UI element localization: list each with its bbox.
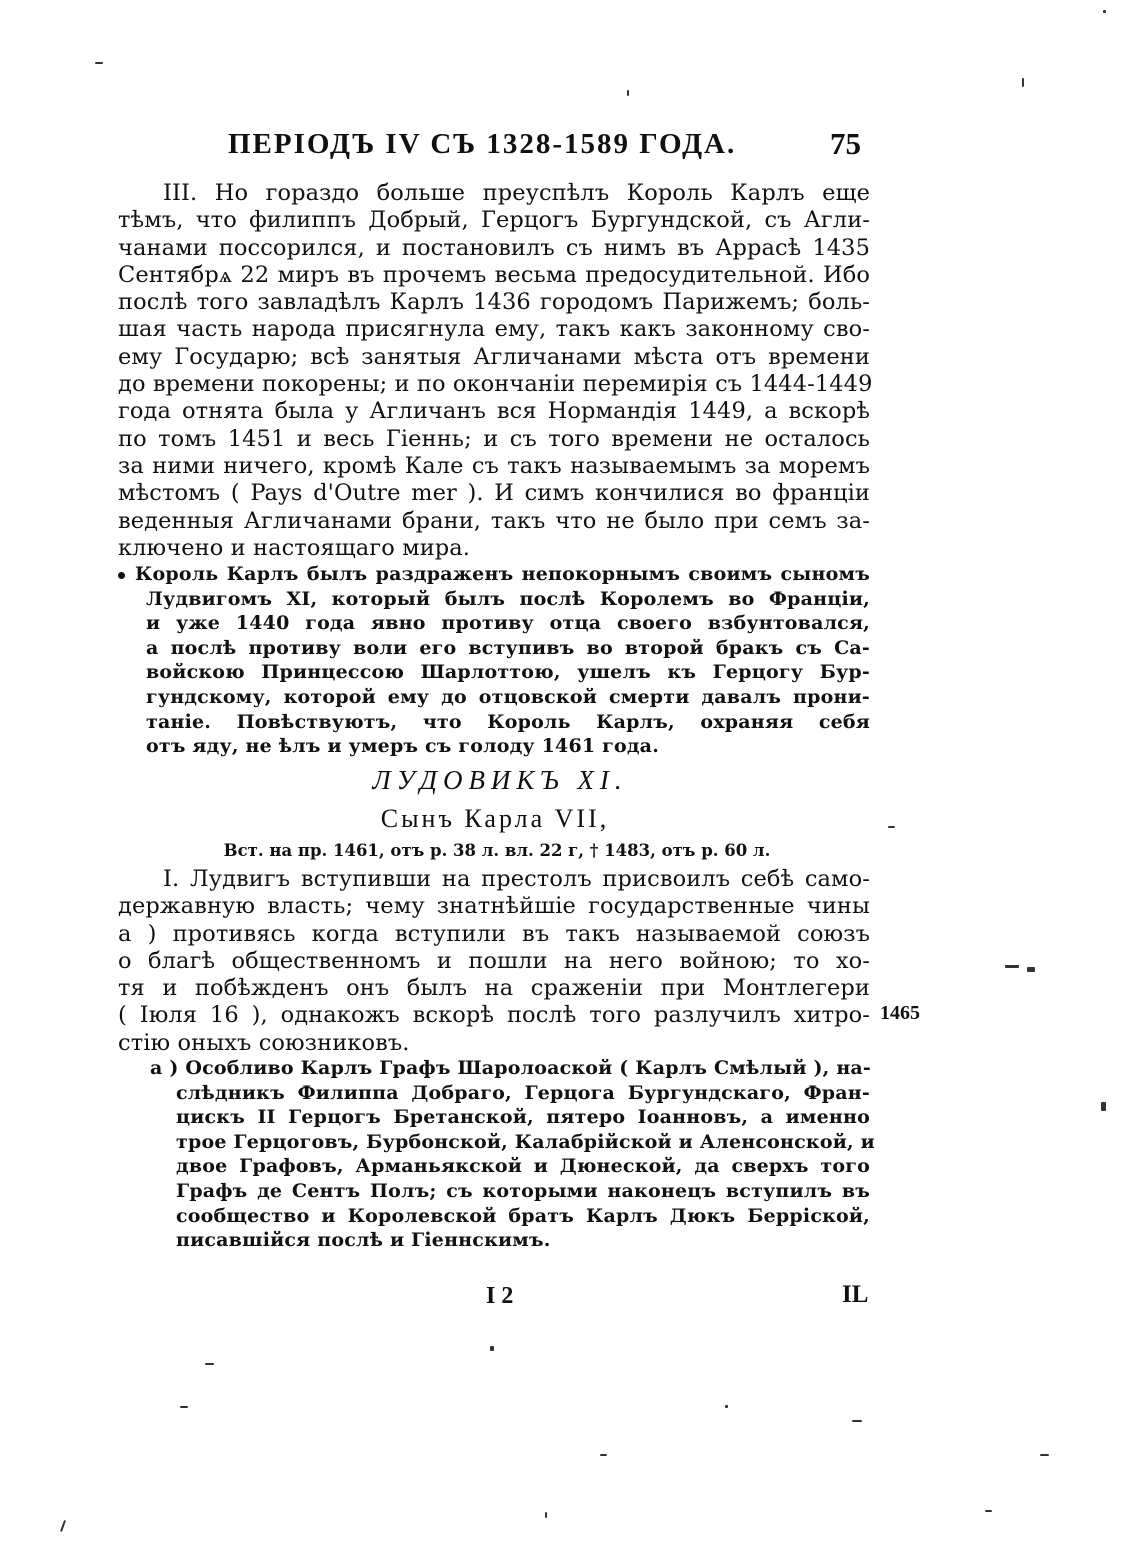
footnote-line: трое Герцоговъ, Бурбонской, Калабрiйской и Аленсонской, и [176, 1130, 875, 1153]
text-line: года отнята была у Агличанъ вся Нормандiя 1449, а вскорѣ [118, 398, 870, 425]
footnote-line: слѣдникъ Филиппа Добраго, Герцога Бургундскаго, Фран- [176, 1081, 870, 1104]
footnote-line: сообщество и Королевской братъ Карлъ Дюкъ Беррiской, [176, 1204, 870, 1227]
scan-speck [95, 62, 103, 64]
text-line: о благѣ общественномъ и пошли на него войною; то хо- [118, 947, 870, 974]
footnote-line: гундскому, которой ему до отцовской смерти давалъ прони- [146, 685, 870, 708]
text-line: стiю оныхъ союзниковъ. [118, 1029, 410, 1056]
scan-speck [1103, 10, 1106, 13]
catchword: IL [842, 1281, 869, 1308]
scan-speck [1040, 1454, 1049, 1456]
scan-speck [1005, 965, 1019, 968]
paragraph-i [118, 866, 870, 1057]
footnote-line: и уже 1440 года явно противу отца своего взбунтовался, [146, 612, 870, 635]
section-title: ЛУДОВИКЪ XI. [372, 765, 628, 795]
text-line: I. Лудвигъ вступивши на престолъ присвоилъ себѣ само- [163, 866, 870, 892]
footnote-line: двое Графовъ, Арманьякской и Дюнеской, да сверхъ того [176, 1155, 870, 1178]
footnote-line [118, 562, 870, 587]
margin-year: 1465 [880, 1002, 920, 1024]
signature-mark: I 2 [486, 1283, 514, 1309]
scan-speck [600, 1454, 607, 1456]
scan-speck [1101, 1102, 1106, 1111]
scan-speck [60, 1520, 66, 1532]
text-line: a ) противясь когда вступили въ такъ называемой союзъ [118, 920, 870, 947]
scan-speck [627, 90, 629, 96]
text-line: III. Но гораздо больше преуспѣлъ Король Карлъ еще [163, 180, 870, 206]
footnote-line: а послѣ противу воли его вступивъ во второй бракъ съ Са- [146, 636, 870, 659]
text-line: тѣмъ, что филиппъ Добрый, Герцогъ Бургундской, съ Агли- [118, 207, 870, 234]
running-title: ПЕРIОДЪ IV СЪ 1328-1589 ГОДА. [228, 128, 737, 160]
text-line: ему Государю; всѣ занятыя Агличанами мѣста отъ времени [118, 343, 870, 370]
page-number: 75 [830, 126, 861, 161]
section-dates: Вст. на пр. 1461, отъ р. 38 л. вл. 22 г, † 1483, отъ р. 60 л. [223, 841, 771, 860]
text-line: тя и побѣжденъ онъ былъ на сраженiи при Монтлегери [118, 975, 870, 1002]
text-line: чанами поссорился, и постановилъ съ нимъ въ Аррасѣ 1435 [118, 234, 870, 261]
text-line: шая часть народа присягнула ему, такъ какъ законному сво- [118, 316, 870, 343]
text-line: до времени покорены; и по окончанiи перемирiя съ 1444-1449 [118, 371, 873, 398]
text-line: ( Iюля 16 ), однакожъ вскорѣ послѣ того разлучилъ хитро- [118, 1002, 870, 1029]
text-line: ключено и настоящаго мира. [118, 534, 471, 561]
scan-speck [180, 1406, 188, 1408]
text-line: державную власть; чему знатнѣйшiе государственные чины [118, 893, 870, 920]
footnote-line: цискъ II Герцогъ Бретанской, пятеро Iоанновъ, а именно [176, 1106, 870, 1129]
text-line: Сентябрѧ 22 миръ въ прочемъ весьма предосудительной. Ибо [118, 261, 870, 288]
paragraph-iii [118, 180, 873, 562]
footnote-a [150, 1056, 875, 1253]
scan-speck [888, 826, 895, 828]
scan-speck [852, 1420, 862, 1422]
scan-speck [985, 1510, 992, 1512]
footnote-line: a ) Особливо Карлъ Графъ Шаролоаской ( Карлъ Смѣлый ), на- [150, 1057, 872, 1079]
footnote-line: отъ яду, не ѣлъ и умеръ съ голоду 1461 года. [146, 735, 660, 758]
scan-speck [1022, 78, 1024, 87]
footnote-line: Лудвигомъ XI, который былъ послѣ Королемъ во Францiи, [146, 587, 870, 610]
scan-speck [545, 1512, 547, 1518]
footnote-star [135, 562, 870, 759]
footnote-line: войскою Принцессою Шарлоттою, ушелъ къ Герцогу Бур- [146, 661, 870, 684]
scan-speck [205, 1363, 214, 1365]
footnote-marker-icon [118, 572, 125, 579]
text-line: мѣстомъ ( Pays d'Outre mer ). И симъ кончилися во францiи [118, 480, 870, 507]
text-line: за ними ничего, кромѣ Кале съ такъ называемымъ за моремъ [118, 452, 870, 479]
footnote-text: Король Карлъ былъ раздраженъ непокорнымъ своимъ сыномъ [135, 563, 870, 585]
scan-speck [1027, 967, 1035, 972]
text-line: по томъ 1451 и весь Гiеннь; и съ того времени не осталось [118, 425, 870, 452]
text-line: веденныя Агличанами брани, такъ что не было при семъ за- [118, 507, 870, 534]
scan-speck [725, 1405, 728, 1408]
scan-speck [490, 1346, 494, 1351]
footnote-line: писавшiйся послѣ и Гiеннскимъ. [176, 1229, 551, 1252]
section-subtitle: Сынъ Карла VII, [380, 804, 610, 833]
footnote-line: танiе. Повѣствуютъ, что Король Карлъ, охраняя себя [146, 710, 870, 733]
footnote-line: Графъ де Сентъ Полъ; съ которыми наконецъ вступилъ въ [176, 1179, 870, 1202]
text-line: послѣ того завладѣлъ Карлъ 1436 городомъ Парижемъ; боль- [118, 289, 870, 316]
